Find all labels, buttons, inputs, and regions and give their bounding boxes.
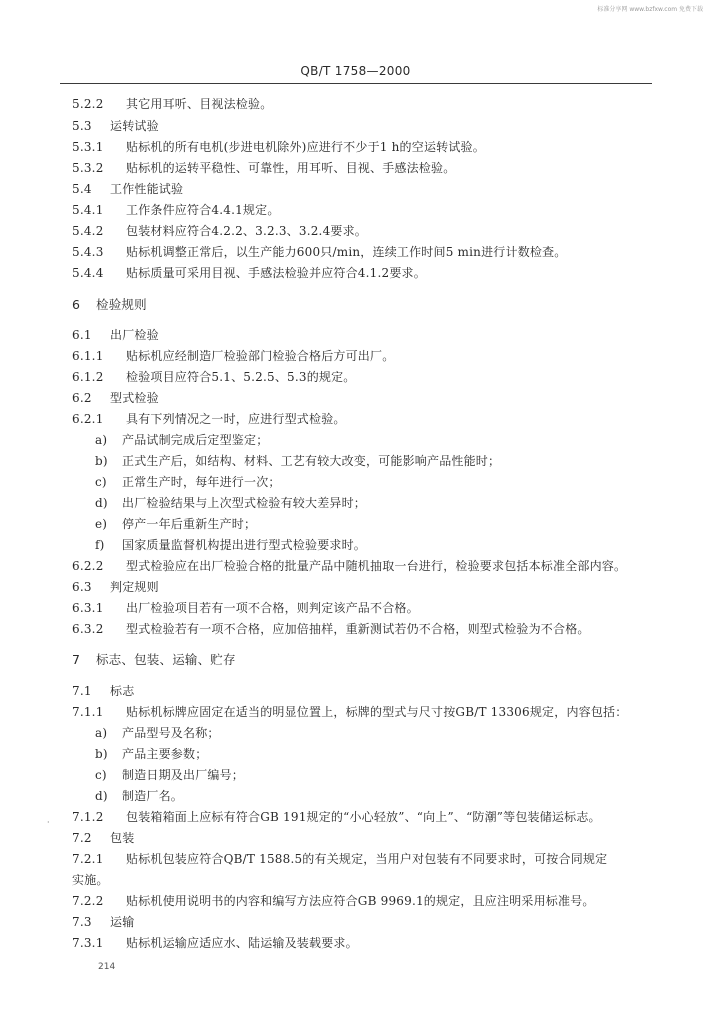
clause-number: 7.2.2 xyxy=(72,894,104,908)
clause-number: 5.4.3 xyxy=(72,245,104,259)
clause-number: 7.3.1 xyxy=(72,936,104,950)
list-text: 产品型号及名称； xyxy=(122,726,220,740)
heading-6-3 xyxy=(72,580,159,594)
clause-number: 6.2.2 xyxy=(72,559,104,573)
list-text: 国家质量监督机构提出进行型式检验要求时。 xyxy=(122,538,367,552)
list-text: 正式生产后，如结构、材料、工艺有较大改变，可能影响产品性能时； xyxy=(122,454,501,468)
clause-text: 出厂检验 xyxy=(110,328,159,342)
list-marker: f) xyxy=(95,538,105,552)
list-text: 制造厂名。 xyxy=(122,789,184,803)
clause-number: 6.3.2 xyxy=(72,622,104,636)
list-text: 正常生产时，每年进行一次； xyxy=(122,475,281,489)
section-number: 7 xyxy=(72,652,81,667)
clause-text: 工作性能试验 xyxy=(110,182,184,196)
clause-number: 5.4 xyxy=(72,182,92,196)
list-marker: b) xyxy=(95,747,108,761)
clause-text: 贴标机使用说明书的内容和编写方法应符合GB 9969.1的规定，且应注明采用标准号。 xyxy=(126,894,595,908)
list-item-c xyxy=(95,475,281,489)
clause-number: 5.3.2 xyxy=(72,161,104,175)
list-text: 制造日期及出厂编号； xyxy=(122,768,245,782)
clause-number: 6.2.1 xyxy=(72,412,104,426)
list-item-c xyxy=(95,768,244,782)
clause-7-2-2 xyxy=(72,894,595,908)
page-number: 214 xyxy=(98,962,116,972)
clause-6-2-2 xyxy=(72,559,626,573)
clause-text: 贴标机包装应符合QB/T 1588.5的有关规定，当用户对包装有不同要求时，可按合同规定 xyxy=(126,852,608,866)
list-text: 产品试制完成后定型鉴定； xyxy=(122,433,269,447)
clause-number: 6.3.1 xyxy=(72,601,104,615)
clause-text: 型式检验若有一项不合格，应加倍抽样，重新测试若仍不合格，则型式检验为不合格。 xyxy=(126,622,590,636)
clause-6-2-1 xyxy=(72,412,346,426)
list-marker: d) xyxy=(95,496,108,510)
section-6-heading xyxy=(72,298,147,312)
clause-text: 型式检验应在出厂检验合格的批量产品中随机抽取一台进行，检验要求包括本标准全部内容。 xyxy=(126,559,627,573)
clause-text: 贴标机的运转平稳性、可靠性，用耳听、目视、手感法检验。 xyxy=(126,161,456,175)
clause-text: 其它用耳听、目视法检验。 xyxy=(126,97,273,111)
heading-7-1 xyxy=(72,684,134,698)
standard-code-header: QB/T 1758—2000 xyxy=(300,64,411,78)
heading-6-1 xyxy=(72,328,159,342)
clause-text: 贴标机标牌应固定在适当的明显位置上，标牌的型式与尺寸按GB/T 13306规定，内容包括： xyxy=(126,705,628,719)
section-title: 检验规则 xyxy=(96,297,147,312)
clause-number: 6.3 xyxy=(72,580,92,594)
header-rule xyxy=(60,83,652,84)
clause-text: 贴标质量可采用目视、手感法检验并应符合4.1.2要求。 xyxy=(126,266,426,280)
clause-number: 6.1.1 xyxy=(72,349,104,363)
list-marker: c) xyxy=(95,475,107,489)
list-text: 出厂检验结果与上次型式检验有较大差异时； xyxy=(122,496,367,510)
clause-5-4-2 xyxy=(72,224,367,238)
clause-text: 标志 xyxy=(110,684,135,698)
list-marker: a) xyxy=(95,433,108,447)
clause-number: 7.1.2 xyxy=(72,810,104,824)
clause-6-1-1 xyxy=(72,349,394,363)
clause-text: 包装 xyxy=(110,831,135,845)
margin-mark: · xyxy=(47,818,50,827)
list-item-b xyxy=(95,454,500,468)
clause-text: 判定规则 xyxy=(110,580,159,594)
clause-number: 7.1.1 xyxy=(72,705,104,719)
list-item-d xyxy=(95,789,183,803)
clause-text: 包装材料应符合4.2.2、3.2.3、3.2.4要求。 xyxy=(126,224,368,238)
clause-7-3-1 xyxy=(72,936,358,950)
clause-text: 工作条件应符合4.4.1规定。 xyxy=(126,203,280,217)
clause-number: 5.3 xyxy=(72,119,92,133)
clause-number: 7.3 xyxy=(72,915,92,929)
clause-number: 5.4.1 xyxy=(72,203,104,217)
clause-text: 贴标机的所有电机(步进电机除外)应进行不少于1 h的空运转试验。 xyxy=(126,140,485,154)
clause-text: 型式检验 xyxy=(110,391,159,405)
clause-number: 7.1 xyxy=(72,684,92,698)
clause-7-2-1-continued xyxy=(72,873,109,887)
heading-5-4 xyxy=(72,182,183,196)
clause-text: 贴标机调整正常后，以生产能力600只/min，连续工作时间5 min进行计数检查。 xyxy=(126,245,567,259)
clause-6-1-2 xyxy=(72,370,356,384)
clause-number: 5.4.4 xyxy=(72,266,104,280)
list-item-d xyxy=(95,496,366,510)
clause-6-3-1 xyxy=(72,601,419,615)
clause-number: 7.2 xyxy=(72,831,92,845)
clause-5-3-1 xyxy=(72,140,485,154)
clause-number: 6.2 xyxy=(72,391,92,405)
heading-7-3 xyxy=(72,915,134,929)
clause-6-3-2 xyxy=(72,622,590,636)
section-7-heading xyxy=(72,653,236,667)
clause-text: 贴标机运输应适应水、陆运输及装载要求。 xyxy=(126,936,358,950)
clause-number: 5.2.2 xyxy=(72,97,104,111)
clause-number: 5.3.1 xyxy=(72,140,104,154)
clause-5-3-2 xyxy=(72,161,455,175)
watermark: 标准分享网 www.bzfxw.com 免费下载 xyxy=(597,6,703,13)
section-title: 标志、包装、运输、贮存 xyxy=(96,652,236,667)
clause-text: 贴标机应经制造厂检验部门检验合格后方可出厂。 xyxy=(126,349,395,363)
list-text: 产品主要参数； xyxy=(122,747,208,761)
clause-text: 具有下列情况之一时，应进行型式检验。 xyxy=(126,412,346,426)
heading-7-2 xyxy=(72,831,134,845)
clause-7-2-1 xyxy=(72,852,607,866)
clause-7-1-2 xyxy=(72,810,601,824)
list-item-a xyxy=(95,726,220,740)
list-marker: e) xyxy=(95,517,108,531)
clause-number: 7.2.1 xyxy=(72,852,104,866)
list-marker: a) xyxy=(95,726,108,740)
clause-text: 检验项目应符合5.1、5.2.5、5.3的规定。 xyxy=(126,370,356,384)
clause-number: 6.1 xyxy=(72,328,92,342)
clause-7-1-1 xyxy=(72,705,627,719)
list-text: 停产一年后重新生产时； xyxy=(122,517,257,531)
list-marker: c) xyxy=(95,768,107,782)
list-item-f xyxy=(95,538,366,552)
clause-text: 出厂检验项目若有一项不合格，则判定该产品不合格。 xyxy=(126,601,419,615)
list-item-e xyxy=(95,517,256,531)
clause-5-4-4 xyxy=(72,266,426,280)
clause-5-2-2 xyxy=(72,97,272,111)
heading-6-2 xyxy=(72,391,159,405)
list-item-b xyxy=(95,747,207,761)
list-marker: b) xyxy=(95,454,108,468)
clause-number: 6.1.2 xyxy=(72,370,104,384)
clause-text: 运转试验 xyxy=(110,119,159,133)
list-item-a xyxy=(95,433,268,447)
section-number: 6 xyxy=(72,297,81,312)
clause-5-4-3 xyxy=(72,245,567,259)
clause-5-4-1 xyxy=(72,203,280,217)
clause-text: 运输 xyxy=(110,915,135,929)
heading-5-3 xyxy=(72,119,159,133)
clause-text: 包装箱箱面上应标有符合GB 191规定的“小心轻放”、“向上”、“防潮”等包装储运标志。 xyxy=(126,810,601,824)
clause-number: 5.4.2 xyxy=(72,224,104,238)
list-marker: d) xyxy=(95,789,108,803)
clause-text: 实施。 xyxy=(72,873,109,887)
